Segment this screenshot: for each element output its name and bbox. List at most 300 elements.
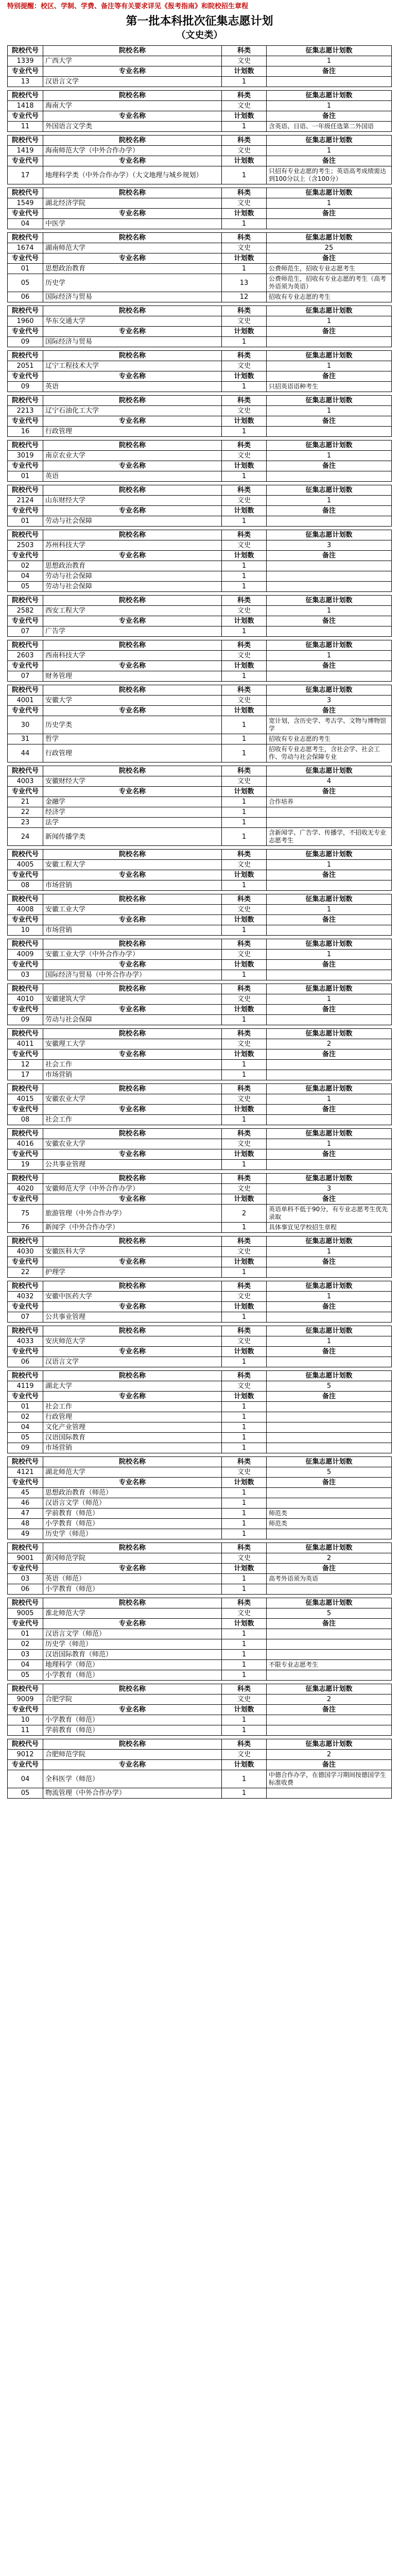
school-plan: 1: [267, 146, 392, 156]
school-header-row: [8, 1129, 392, 1139]
major-name: 劳动与社会保障: [43, 516, 222, 527]
header-major-name: 专业名称: [43, 1257, 222, 1267]
major-count: 1: [222, 1519, 267, 1529]
header-plan-count: 计划数: [222, 1705, 267, 1715]
header-plan-count: 计划数: [222, 1149, 267, 1160]
school-table: [7, 485, 392, 527]
header-school-code: 院校代号: [8, 1543, 43, 1553]
school-table: [7, 1598, 392, 1681]
major-name: 英语: [43, 471, 222, 482]
major-remark: [267, 427, 392, 437]
header-remark: 备注: [267, 1105, 392, 1115]
major-row: [8, 1788, 392, 1799]
major-code: 07: [8, 671, 43, 682]
major-name: 全科医学（师范）: [43, 1770, 222, 1788]
header-major-name: 专业名称: [43, 706, 222, 716]
school-code: 1549: [8, 198, 43, 209]
header-category: 科类: [222, 440, 267, 451]
header-major-code: 专业代号: [8, 371, 43, 382]
major-name: 公共事业管理: [43, 1312, 222, 1323]
header-school-name: 院校名称: [43, 188, 222, 198]
header-plan: 征集志愿计划数: [267, 1457, 392, 1467]
header-school-code: 院校代号: [8, 46, 43, 56]
major-remark: [267, 1488, 392, 1498]
major-count: 1: [222, 1715, 267, 1725]
school-table: [7, 1370, 392, 1453]
major-remark: 英语单科不低于90分，有专业志愿考生优先录取: [267, 1205, 392, 1223]
major-row: [8, 1015, 392, 1025]
major-code: 03: [8, 970, 43, 980]
school-name: 山东财经大学: [43, 496, 222, 506]
school-table: [7, 395, 392, 437]
header-plan: 征集志愿计划数: [267, 685, 392, 696]
school-name: 安徽大学: [43, 696, 222, 706]
header-major-name: 专业名称: [43, 1392, 222, 1402]
major-code: 09: [8, 337, 43, 347]
header-plan: 征集志愿计划数: [267, 1326, 392, 1336]
school-name: 安徽中医药大学: [43, 1292, 222, 1302]
header-major-name: 专业名称: [43, 616, 222, 626]
major-code: 31: [8, 734, 43, 744]
major-header-row: [8, 1302, 392, 1312]
header-major-code: 专业代号: [8, 706, 43, 716]
school-code: 4033: [8, 1336, 43, 1347]
major-name: 思想政治教育: [43, 264, 222, 274]
major-code: 46: [8, 1498, 43, 1509]
school-table: [7, 45, 392, 87]
major-header-row: [8, 1257, 392, 1267]
header-remark: 备注: [267, 1760, 392, 1770]
school-table: [7, 1128, 392, 1170]
major-name: 历史学（师范）: [43, 1529, 222, 1539]
major-count: 1: [222, 1725, 267, 1736]
header-major-code: 专业代号: [8, 416, 43, 427]
header-major-code: 专业代号: [8, 551, 43, 561]
school-header-row: [8, 1739, 392, 1750]
major-count: 1: [222, 1639, 267, 1650]
major-header-row: [8, 1564, 392, 1574]
major-code: 44: [8, 744, 43, 762]
school-plan: 2: [267, 1750, 392, 1760]
school-name: 苏州科技大学: [43, 540, 222, 551]
header-category: 科类: [222, 1326, 267, 1336]
major-row: [8, 716, 392, 734]
major-remark: [267, 1115, 392, 1125]
header-major-name: 专业名称: [43, 327, 222, 337]
header-category: 科类: [222, 530, 267, 540]
major-remark: [267, 77, 392, 87]
school-row: [8, 540, 392, 551]
school-name: 西南科技大学: [43, 651, 222, 661]
major-row: [8, 77, 392, 87]
school-category: 文史: [222, 496, 267, 506]
major-name: 行政管理: [43, 744, 222, 762]
school-category: 文史: [222, 198, 267, 209]
header-remark: 备注: [267, 111, 392, 122]
header-school-name: 院校名称: [43, 306, 222, 316]
header-school-name: 院校名称: [43, 766, 222, 776]
header-plan-count: 计划数: [222, 1760, 267, 1770]
major-header-row: [8, 1005, 392, 1015]
school-header-row: [8, 1281, 392, 1292]
school-table: [7, 1684, 392, 1736]
major-row: [8, 1584, 392, 1595]
school-table: [7, 984, 392, 1025]
school-category: 文史: [222, 101, 267, 111]
school-table: [7, 595, 392, 637]
major-name: 英语: [43, 382, 222, 392]
major-count: 1: [222, 516, 267, 527]
school-row: [8, 1750, 392, 1760]
major-code: 10: [8, 1715, 43, 1725]
header-major-name: 专业名称: [43, 416, 222, 427]
school-header-row: [8, 1598, 392, 1608]
header-plan-count: 计划数: [222, 327, 267, 337]
major-row: [8, 1770, 392, 1788]
major-count: 1: [222, 1070, 267, 1080]
header-school-code: 院校代号: [8, 1281, 43, 1292]
header-major-name: 专业名称: [43, 1760, 222, 1770]
header-major-name: 专业名称: [43, 253, 222, 264]
major-row: [8, 1629, 392, 1639]
major-remark: [267, 970, 392, 980]
major-name: 行政管理: [43, 427, 222, 437]
school-row: [8, 860, 392, 870]
header-major-code: 专业代号: [8, 66, 43, 77]
header-major-name: 专业名称: [43, 551, 222, 561]
major-row: [8, 1115, 392, 1125]
major-name: 学前教育（师范）: [43, 1509, 222, 1519]
school-table: [7, 640, 392, 682]
major-code: 19: [8, 1160, 43, 1170]
major-row: [8, 880, 392, 891]
school-plan: 25: [267, 243, 392, 253]
header-school-code: 院校代号: [8, 850, 43, 860]
header-major-code: 专业代号: [8, 1149, 43, 1160]
major-count: 1: [222, 1402, 267, 1412]
school-name: 安徽工业大学: [43, 905, 222, 915]
major-code: 06: [8, 1357, 43, 1367]
header-plan-count: 计划数: [222, 416, 267, 427]
major-row: [8, 1267, 392, 1278]
header-plan-count: 计划数: [222, 1564, 267, 1574]
major-name: 社会工作: [43, 1402, 222, 1412]
school-category: 文史: [222, 361, 267, 371]
header-major-name: 专业名称: [43, 506, 222, 516]
major-count: 1: [222, 219, 267, 229]
major-code: 06: [8, 1584, 43, 1595]
page-subtitle: （文史类）: [176, 30, 223, 41]
school-table: [7, 1083, 392, 1125]
header-category: 科类: [222, 894, 267, 905]
school-row: [8, 1292, 392, 1302]
major-header-row: [8, 661, 392, 671]
major-remark: [267, 1629, 392, 1639]
header-plan-count: 计划数: [222, 551, 267, 561]
major-name: 思想政治教育: [43, 561, 222, 571]
major-code: 05: [8, 1433, 43, 1443]
major-row: [8, 1443, 392, 1453]
major-code: 01: [8, 264, 43, 274]
school-name: 安徽财经大学: [43, 776, 222, 787]
major-remark: [267, 571, 392, 582]
major-name: 小学教育（师范）: [43, 1715, 222, 1725]
school-header-row: [8, 685, 392, 696]
major-row: [8, 1060, 392, 1070]
school-row: [8, 451, 392, 461]
major-count: 1: [222, 1670, 267, 1681]
major-row: [8, 1422, 392, 1433]
major-row: [8, 925, 392, 936]
major-remark: [267, 1443, 392, 1453]
major-code: 03: [8, 1574, 43, 1584]
major-remark: [267, 516, 392, 527]
major-name: 社会工作: [43, 1060, 222, 1070]
school-header-row: [8, 596, 392, 606]
header-plan-count: 计划数: [222, 616, 267, 626]
school-category: 文史: [222, 1608, 267, 1619]
header-plan: 征集志愿计划数: [267, 485, 392, 496]
major-count: 1: [222, 1584, 267, 1595]
header-plan-count: 计划数: [222, 1478, 267, 1488]
major-row: [8, 626, 392, 637]
major-count: 1: [222, 1422, 267, 1433]
school-category: 文史: [222, 1381, 267, 1392]
school-row: [8, 905, 392, 915]
major-remark: [267, 561, 392, 571]
major-code: 45: [8, 1488, 43, 1498]
header-school-name: 院校名称: [43, 1174, 222, 1184]
school-category: 文史: [222, 1184, 267, 1194]
header-plan: 征集志愿计划数: [267, 596, 392, 606]
header-school-code: 院校代号: [8, 640, 43, 651]
school-row: [8, 1094, 392, 1105]
major-header-row: [8, 66, 392, 77]
major-header-row: [8, 616, 392, 626]
major-count: 1: [222, 571, 267, 582]
major-code: 04: [8, 1660, 43, 1670]
major-count: 1: [222, 77, 267, 87]
header-remark: 备注: [267, 1564, 392, 1574]
school-category: 文史: [222, 860, 267, 870]
major-row: [8, 1650, 392, 1660]
header-school-name: 院校名称: [43, 1684, 222, 1694]
major-code: 05: [8, 274, 43, 292]
header-school-code: 院校代号: [8, 939, 43, 950]
major-count: 1: [222, 1509, 267, 1519]
major-name: 国际经济与贸易: [43, 292, 222, 302]
major-row: [8, 516, 392, 527]
school-table: [7, 1326, 392, 1367]
school-name: 安庆师范大学: [43, 1336, 222, 1347]
major-name: 国际经济与贸易（中外合作办学）: [43, 970, 222, 980]
school-row: [8, 406, 392, 416]
school-category: 文史: [222, 451, 267, 461]
header-school-name: 院校名称: [43, 530, 222, 540]
header-school-code: 院校代号: [8, 1598, 43, 1608]
school-code: 4008: [8, 905, 43, 915]
major-remark: [267, 1715, 392, 1725]
header-plan: 征集志愿计划数: [267, 1129, 392, 1139]
header-school-code: 院校代号: [8, 596, 43, 606]
major-code: 02: [8, 1412, 43, 1422]
school-row: [8, 950, 392, 960]
header-major-code: 专业代号: [8, 960, 43, 970]
header-major-code: 专业代号: [8, 253, 43, 264]
major-remark: 具体事宜见学校招生章程: [267, 1223, 392, 1233]
major-count: 1: [222, 561, 267, 571]
major-header-row: [8, 371, 392, 382]
school-table: [7, 849, 392, 891]
header-school-name: 院校名称: [43, 91, 222, 101]
major-code: 48: [8, 1519, 43, 1529]
major-row: [8, 382, 392, 392]
major-name: 劳动与社会保障: [43, 582, 222, 592]
header-category: 科类: [222, 1371, 267, 1381]
major-remark: [267, 1529, 392, 1539]
school-code: 1418: [8, 101, 43, 111]
header-school-name: 院校名称: [43, 1598, 222, 1608]
major-header-row: [8, 1049, 392, 1060]
major-count: 1: [222, 1650, 267, 1660]
school-code: 4009: [8, 950, 43, 960]
school-code: 2051: [8, 361, 43, 371]
school-header-row: [8, 188, 392, 198]
header-major-code: 专业代号: [8, 1760, 43, 1770]
header-school-name: 院校名称: [43, 685, 222, 696]
major-header-row: [8, 1105, 392, 1115]
major-count: 1: [222, 1574, 267, 1584]
header-plan-count: 计划数: [222, 1302, 267, 1312]
major-row: [8, 1574, 392, 1584]
header-category: 科类: [222, 485, 267, 496]
header-school-name: 院校名称: [43, 440, 222, 451]
header-major-code: 专业代号: [8, 506, 43, 516]
school-table: [7, 1456, 392, 1539]
major-header-row: [8, 111, 392, 122]
header-remark: 备注: [267, 915, 392, 925]
major-name: 新闻学（中外合作办学）: [43, 1223, 222, 1233]
header-remark: 备注: [267, 371, 392, 382]
header-school-name: 院校名称: [43, 894, 222, 905]
school-name: 安徽工程大学: [43, 860, 222, 870]
school-row: [8, 696, 392, 706]
major-remark: 招收有专业志愿的考生: [267, 292, 392, 302]
school-table: [7, 1173, 392, 1233]
header-plan-count: 计划数: [222, 1005, 267, 1015]
major-remark: [267, 1357, 392, 1367]
major-row: [8, 1205, 392, 1223]
major-count: 1: [222, 582, 267, 592]
major-count: 1: [222, 1312, 267, 1323]
school-category: 文史: [222, 540, 267, 551]
header-category: 科类: [222, 685, 267, 696]
header-category: 科类: [222, 1457, 267, 1467]
major-row: [8, 1412, 392, 1422]
header-category: 科类: [222, 939, 267, 950]
school-code: 2213: [8, 406, 43, 416]
major-row: [8, 1639, 392, 1650]
school-category: 文史: [222, 905, 267, 915]
header-major-name: 专业名称: [43, 1194, 222, 1205]
header-major-code: 专业代号: [8, 1105, 43, 1115]
school-plan: 1: [267, 950, 392, 960]
major-header-row: [8, 1392, 392, 1402]
header-major-name: 专业名称: [43, 1005, 222, 1015]
major-remark: [267, 1788, 392, 1799]
major-count: 1: [222, 880, 267, 891]
header-plan: 征集志愿计划数: [267, 1371, 392, 1381]
header-remark: 备注: [267, 1347, 392, 1357]
major-header-row: [8, 787, 392, 797]
school-category: 文史: [222, 1750, 267, 1760]
major-header-row: [8, 1705, 392, 1715]
school-row: [8, 1467, 392, 1478]
header-major-name: 专业名称: [43, 371, 222, 382]
major-remark: [267, 1422, 392, 1433]
major-row: [8, 292, 392, 302]
header-school-name: 院校名称: [43, 1457, 222, 1467]
major-row: [8, 1660, 392, 1670]
header-school-code: 院校代号: [8, 1457, 43, 1467]
school-header-row: [8, 1174, 392, 1184]
major-row: [8, 337, 392, 347]
major-header-row: [8, 1194, 392, 1205]
major-count: 2: [222, 1205, 267, 1223]
major-code: 01: [8, 1402, 43, 1412]
school-code: 4001: [8, 696, 43, 706]
header-major-name: 专业名称: [43, 461, 222, 471]
major-count: 1: [222, 828, 267, 846]
header-plan-count: 计划数: [222, 661, 267, 671]
header-remark: 备注: [267, 1005, 392, 1015]
school-code: 4032: [8, 1292, 43, 1302]
major-count: 1: [222, 797, 267, 807]
major-code: 75: [8, 1205, 43, 1223]
header-plan-count: 计划数: [222, 1257, 267, 1267]
header-school-name: 院校名称: [43, 1739, 222, 1750]
major-row: [8, 1433, 392, 1443]
school-category: 文史: [222, 606, 267, 616]
major-code: 07: [8, 626, 43, 637]
major-header-row: [8, 1619, 392, 1629]
header-school-name: 院校名称: [43, 46, 222, 56]
major-row: [8, 970, 392, 980]
major-name: 小学教育（师范）: [43, 1519, 222, 1529]
school-table: [7, 350, 392, 392]
school-name: 湖南师范大学: [43, 243, 222, 253]
header-category: 科类: [222, 396, 267, 406]
header-plan: 征集志愿计划数: [267, 1174, 392, 1184]
header-category: 科类: [222, 233, 267, 243]
major-code: 01: [8, 516, 43, 527]
major-header-row: [8, 1149, 392, 1160]
major-row: [8, 671, 392, 682]
header-remark: 备注: [267, 1194, 392, 1205]
header-remark: 备注: [267, 253, 392, 264]
header-plan: 征集志愿计划数: [267, 1739, 392, 1750]
header-plan: 征集志愿计划数: [267, 894, 392, 905]
header-remark: 备注: [267, 870, 392, 880]
school-plan: 2: [267, 1694, 392, 1705]
school-name: 安徽建筑大学: [43, 994, 222, 1005]
major-code: 06: [8, 292, 43, 302]
major-count: 1: [222, 471, 267, 482]
header-remark: 备注: [267, 209, 392, 219]
major-name: 历史学（师范）: [43, 1639, 222, 1650]
header-category: 科类: [222, 91, 267, 101]
major-code: 10: [8, 925, 43, 936]
